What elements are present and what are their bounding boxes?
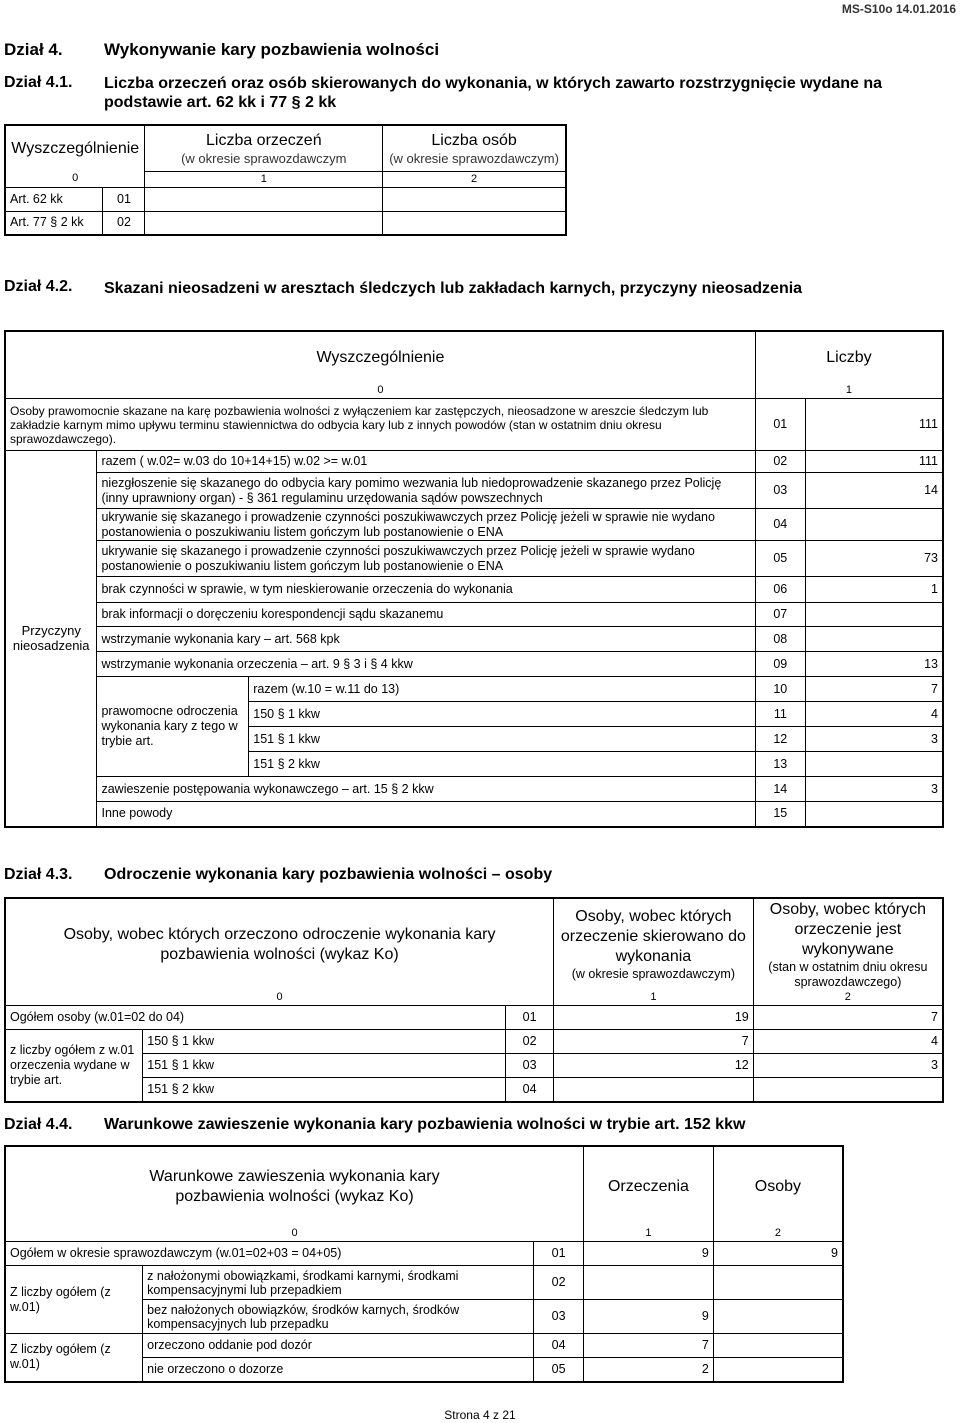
row-text: wstrzymanie wykonania orzeczenia – art. 9 § 3 i § 4 kkw [97, 652, 755, 677]
value-cell [713, 1266, 843, 1300]
subsection-label: Dział 4.1. [4, 74, 73, 91]
row-text: 151 § 2 kkw [249, 752, 756, 777]
table-4-3 [4, 897, 944, 1103]
value-cell [805, 627, 943, 652]
row-text: 151 § 2 kkw [143, 1078, 506, 1102]
value-cell: 19 [554, 1006, 754, 1030]
row-number: 12 [755, 727, 805, 752]
row-number: 10 [755, 677, 805, 702]
value-cell: 7 [554, 1030, 754, 1054]
subsection-label: Dział 4.3. [4, 866, 73, 883]
row-number: 03 [506, 1054, 554, 1078]
subsection-title: Skazani nieosadzeni w aresztach śledczych lub zakładach karnych, przyczyny nieosadzenia [104, 280, 803, 297]
row-number: 03 [534, 1300, 584, 1334]
row-number: 02 [103, 211, 145, 235]
index-cell: 2 [383, 171, 566, 187]
page-footer: Strona 4 z 21 [444, 1408, 516, 1422]
row-number: 01 [755, 399, 805, 451]
col-header-liczby: Liczby [755, 331, 943, 383]
value-cell [805, 603, 943, 627]
value-cell: 7 [753, 1006, 943, 1030]
value-cell [805, 802, 943, 827]
col-header-osoby: Osoby [713, 1146, 843, 1226]
col-header-wykonywane-title: Osoby, wobec których orzeczenie jest wykonywane [769, 900, 926, 958]
col-header-wykonywane-sub: (stan w ostatnim dniu okresu sprawozdawczego) [768, 959, 928, 989]
value-cell: 111 [805, 399, 943, 451]
index-cell: 1 [584, 1226, 714, 1242]
row-number: 14 [755, 777, 805, 802]
table-4-1 [4, 124, 567, 236]
section-title: Wykonywanie kary pozbawienia wolności [104, 40, 440, 59]
value-cell: 14 [805, 473, 943, 509]
row-number: 04 [534, 1334, 584, 1358]
document-code: MS-S10o 14.01.2016 [841, 2, 956, 16]
col-header-osoby-title: Liczba osób [431, 131, 517, 149]
row-text: niezgłoszenie się skazanego do odbycia kary pomimo wezwania lub niedoprowadzenie skazanego przez Policję (inny uprawniony organ) - § 361 regulaminu urzędowania sądów powszechnych [97, 473, 755, 509]
value-cell: 111 [805, 451, 943, 473]
row-label: Art. 77 § 2 kk [5, 211, 103, 235]
row-number: 05 [534, 1358, 584, 1382]
index-cell: 0 [5, 383, 755, 399]
odroczenie-label: prawomocne odroczenia wykonania kary z tego w trybie art. [97, 677, 249, 777]
subsection-title: Warunkowe zawieszenie wykonania kary pozbawienia wolności w trybie art. 152 kkw [104, 1116, 746, 1133]
index-cell: 0 [5, 171, 145, 187]
col-header-wyszczegolnienie: Wyszczególnienie [5, 125, 145, 171]
row-number: 03 [755, 473, 805, 509]
value-cell [713, 1300, 843, 1334]
col-header-osoby-sub: (w okresie sprawozdawczym) [389, 150, 559, 166]
value-cell: 3 [753, 1054, 943, 1078]
value-cell: 9 [584, 1300, 714, 1334]
value-cell [713, 1358, 843, 1382]
index-cell: 1 [554, 990, 754, 1006]
row-text: razem (w.10 = w.11 do 13) [249, 677, 756, 702]
row-text: ukrywanie się skazanego i prowadzenie czynności poszukiwawczych przez Policję jeżeli w sprawie nie wydano postanowienia o poszukiwaniu listem gończym lub postanowienie o ENA [97, 509, 755, 541]
value-cell [805, 752, 943, 777]
row-label: Art. 62 kk [5, 187, 103, 211]
value-cell [383, 187, 566, 211]
value-cell: 13 [805, 652, 943, 677]
row-number: 02 [534, 1266, 584, 1300]
row-number: 13 [755, 752, 805, 777]
row-number: 09 [755, 652, 805, 677]
subsection-label: Dział 4.4. [4, 1116, 73, 1133]
row-text: ukrywanie się skazanego i prowadzenie czynności poszukiwawczych przez Policję jeżeli w sprawie wydano postanowienie o poszukiwaniu listem gończym lub postanowienie o ENA [97, 541, 755, 577]
subsection-title: Odroczenie wykonania kary pozbawienia wolności – osoby [104, 866, 553, 883]
group-label: Z liczby ogółem (z w.01) [5, 1266, 143, 1334]
row-text: z nałożonymi obowiązkami, środkami karnymi, środkami kompensacyjnymi lub przepadkiem [143, 1266, 534, 1300]
row-number: 15 [755, 802, 805, 827]
value-cell: 9 [713, 1242, 843, 1266]
row-number: 05 [755, 541, 805, 577]
col-header-ko: Warunkowe zawieszenia wykonania kary pozbawienia wolności (wykaz Ko) [5, 1146, 584, 1226]
row-number: 11 [755, 702, 805, 727]
value-cell: 2 [584, 1358, 714, 1382]
row-text: bez nałożonych obowiązków, środków karnych, środków kompensacyjnych lub przepadku [143, 1300, 534, 1334]
row-text: wstrzymanie wykonania kary – art. 568 kpk [97, 627, 755, 652]
row-text: 151 § 1 kkw [143, 1054, 506, 1078]
value-cell: 7 [805, 677, 943, 702]
index-cell: 2 [753, 990, 943, 1006]
row-number: 04 [755, 509, 805, 541]
row-number: 02 [506, 1030, 554, 1054]
value-cell: 4 [805, 702, 943, 727]
value-cell [713, 1334, 843, 1358]
row-number: 02 [755, 451, 805, 473]
value-cell: 1 [805, 577, 943, 603]
row-text: brak czynności w sprawie, w tym nieskierowanie orzeczenia do wykonania [97, 577, 755, 603]
value-cell: 73 [805, 541, 943, 577]
table-4-4 [4, 1145, 844, 1383]
row-text: brak informacji o doręczeniu korespondencji sądu skazanemu [97, 603, 755, 627]
row-number: 04 [506, 1078, 554, 1102]
value-cell: 4 [753, 1030, 943, 1054]
section-label: Dział 4. [4, 40, 63, 59]
group-label: Z liczby ogółem (z w.01) [5, 1334, 143, 1382]
value-cell: 7 [584, 1334, 714, 1358]
subsection-label: Dział 4.2. [4, 278, 73, 295]
row-text: 150 § 1 kkw [143, 1030, 506, 1054]
row-text: Ogółem osoby (w.01=02 do 04) [5, 1006, 506, 1030]
value-cell [145, 187, 383, 211]
row-text: Inne powody [97, 802, 755, 827]
value-cell [805, 509, 943, 541]
group-label: z liczby ogółem z w.01 orzeczenia wydane w trybie art. [5, 1030, 143, 1102]
value-cell [753, 1078, 943, 1102]
group-label-przyczyny: Przyczyny nieosadzenia [5, 451, 97, 827]
col-header-wykonywane [753, 898, 943, 990]
row-text: 151 § 1 kkw [249, 727, 756, 752]
row-text: razem ( w.02= w.03 do 10+14+15) w.02 >= w.01 [97, 451, 755, 473]
row-text: orzeczono oddanie pod dozór [143, 1334, 534, 1358]
col-header-ko: Osoby, wobec których orzeczono odroczenie wykonania kary pozbawienia wolności (wykaz Ko) [5, 898, 554, 990]
value-cell: 9 [584, 1242, 714, 1266]
col-header-orzeczenia-title: Liczba orzeczeń [205, 131, 322, 149]
col-header-orzeczenia: Orzeczenia [584, 1146, 714, 1226]
value-cell [383, 211, 566, 235]
row-number: 01 [103, 187, 145, 211]
row-number: 08 [755, 627, 805, 652]
value-cell [145, 211, 383, 235]
table-4-2 [4, 330, 944, 828]
row-text: nie orzeczono o dozorze [143, 1358, 534, 1382]
col-header-orzeczenia [145, 125, 383, 171]
index-cell: 0 [5, 990, 554, 1006]
row-number: 01 [534, 1242, 584, 1266]
index-cell: 0 [5, 1226, 584, 1242]
row-text: Osoby prawomocnie skazane na karę pozbawienia wolności z wyłączeniem kar zastępczych, nieosadzone w areszcie śledczym lub zakładzie karnym mimo upływu terminu stawiennictwa do odbycia kary lub z innych powodów (stan w ostatnim dniu okresu sprawozdawczego). [5, 399, 755, 451]
row-number: 07 [755, 603, 805, 627]
row-number: 06 [755, 577, 805, 603]
row-text: zawieszenie postępowania wykonawczego – art. 15 § 2 kkw [97, 777, 755, 802]
col-header-skierowano [554, 898, 754, 990]
index-cell: 2 [713, 1226, 843, 1242]
value-cell: 3 [805, 777, 943, 802]
subsection-title: Liczba orzeczeń oraz osób skierowanych do wykonania, w których zawarto rozstrzygnięcie wydane na podstawie art. 62 kk i 77 § 2 kk [104, 75, 882, 111]
row-number: 01 [506, 1006, 554, 1030]
value-cell [554, 1078, 754, 1102]
index-cell: 1 [755, 383, 943, 399]
col-header-osoby [383, 125, 566, 171]
index-cell: 1 [145, 171, 383, 187]
row-text: 150 § 1 kkw [249, 702, 756, 727]
col-header-skierowano-sub: (w okresie sprawozdawczym) [571, 967, 735, 981]
row-text: Ogółem w okresie sprawozdawczym (w.01=02+03 = 04+05) [5, 1242, 534, 1266]
value-cell [584, 1266, 714, 1300]
col-header-skierowano-title: Osoby, wobec których orzeczenie skierowano do wykonania [560, 908, 746, 965]
value-cell: 12 [554, 1054, 754, 1078]
col-header-wyszczegolnienie: Wyszczególnienie [5, 331, 755, 383]
col-header-orzeczenia-sub: (w okresie sprawozdawczym [181, 150, 347, 166]
value-cell: 3 [805, 727, 943, 752]
